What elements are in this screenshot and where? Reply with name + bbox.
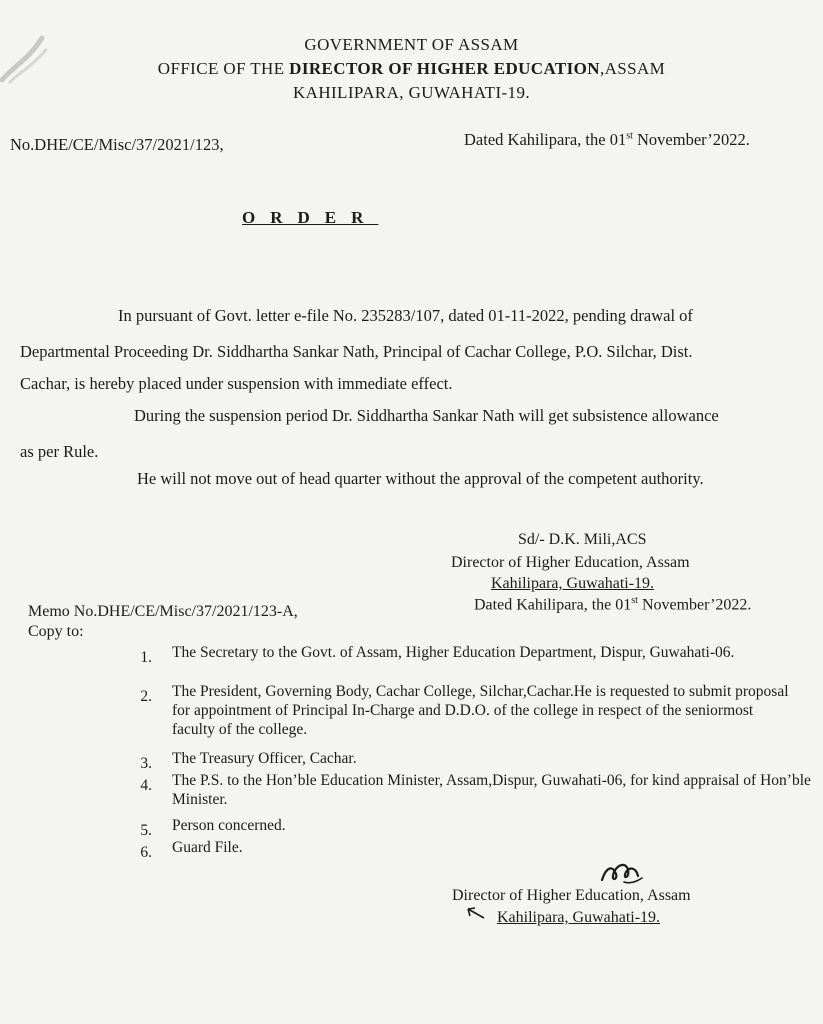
paragraph-2-line-1: During the suspension period Dr. Siddhartha Sankar Nath will get subsistence allowance xyxy=(134,406,719,425)
paper-scuff-mark xyxy=(0,20,60,90)
header-directorate: DIRECTOR OF HIGHER EDUCATION xyxy=(289,59,600,78)
reference-date xyxy=(464,130,750,150)
signatory-designation: Director of Higher Education, Assam xyxy=(451,554,690,571)
copy-to-label: Copy to: xyxy=(28,623,84,640)
copy-list-item: The Treasury Officer, Cachar. xyxy=(172,750,357,767)
signatory-name: Sd/- D.K. Mili,ACS xyxy=(518,531,647,548)
signatory-date-prefix: Dated Kahilipara, the 01 xyxy=(474,596,632,614)
closing-address: Kahilipara, Guwahati-19. xyxy=(497,909,661,926)
copy-list-number: 1. xyxy=(140,649,152,666)
handwritten-initials xyxy=(596,858,648,890)
reference-date-prefix: Dated Kahilipara, the 01 xyxy=(464,130,627,149)
order-title: ORDER xyxy=(242,208,379,227)
signatory-date-sup: st xyxy=(631,595,638,606)
copy-list-item: Person concerned. xyxy=(172,817,286,834)
closing-designation: Director of Higher Education, Assam xyxy=(452,887,691,904)
header-office-suffix: ,ASSAM xyxy=(599,59,666,78)
paragraph-1-line-2: Departmental Proceeding Dr. Siddhartha Sankar Nath, Principal of Cachar College, P.O. Silchar, Dist. xyxy=(20,342,693,361)
reference-date-suffix: November’2022. xyxy=(632,130,750,149)
header-line-3: KAHILIPARA, GUWAHATI-19. xyxy=(292,83,531,102)
copy-list-item: Guard File. xyxy=(172,839,243,856)
paragraph-1-line-3: Cachar, is hereby placed under suspension with immediate effect. xyxy=(20,374,453,393)
memo-number: Memo No.DHE/CE/Misc/37/2021/123-A, xyxy=(28,603,298,620)
copy-list-number: 5. xyxy=(140,822,152,839)
copy-list-item: The President, Governing Body, Cachar College, Silchar,Cachar.He is requested to submit proposal for appointment of Principal In-Charge and D.D.O. of the college in respect of the seniormost faculty of the college. xyxy=(172,683,789,738)
arrow-mark-icon xyxy=(466,906,488,924)
copy-list-number: 6. xyxy=(140,844,152,861)
copy-list-item: The P.S. to the Hon’ble Education Minister, Assam,Dispur, Guwahati-06, for kind appraisal of Hon’ble Minister. xyxy=(172,772,811,808)
copy-list-item: The Secretary to the Govt. of Assam, Higher Education Department, Dispur, Guwahati-06. xyxy=(172,644,735,661)
signatory-address: Kahilipara, Guwahati-19. xyxy=(491,575,655,592)
signatory-date xyxy=(474,595,751,614)
reference-date-sup: st xyxy=(626,130,633,142)
paragraph-3: He will not move out of head quarter without the approval of the competent authority. xyxy=(137,469,704,488)
paragraph-2-line-2: as per Rule. xyxy=(20,442,99,461)
copy-list-number: 4. xyxy=(140,777,152,794)
signatory-date-suffix: November’2022. xyxy=(637,596,752,614)
paragraph-1-line-1: In pursuant of Govt. letter e-file No. 235283/107, dated 01-11-2022, pending drawal of xyxy=(118,306,693,325)
header-office-prefix: OFFICE OF THE xyxy=(157,59,290,78)
reference-number: No.DHE/CE/Misc/37/2021/123, xyxy=(10,135,224,154)
header-line-2 xyxy=(0,59,823,79)
copy-list-number: 2. xyxy=(140,688,152,705)
copy-list-number: 3. xyxy=(140,755,152,772)
header-line-1: GOVERNMENT OF ASSAM xyxy=(304,35,519,54)
